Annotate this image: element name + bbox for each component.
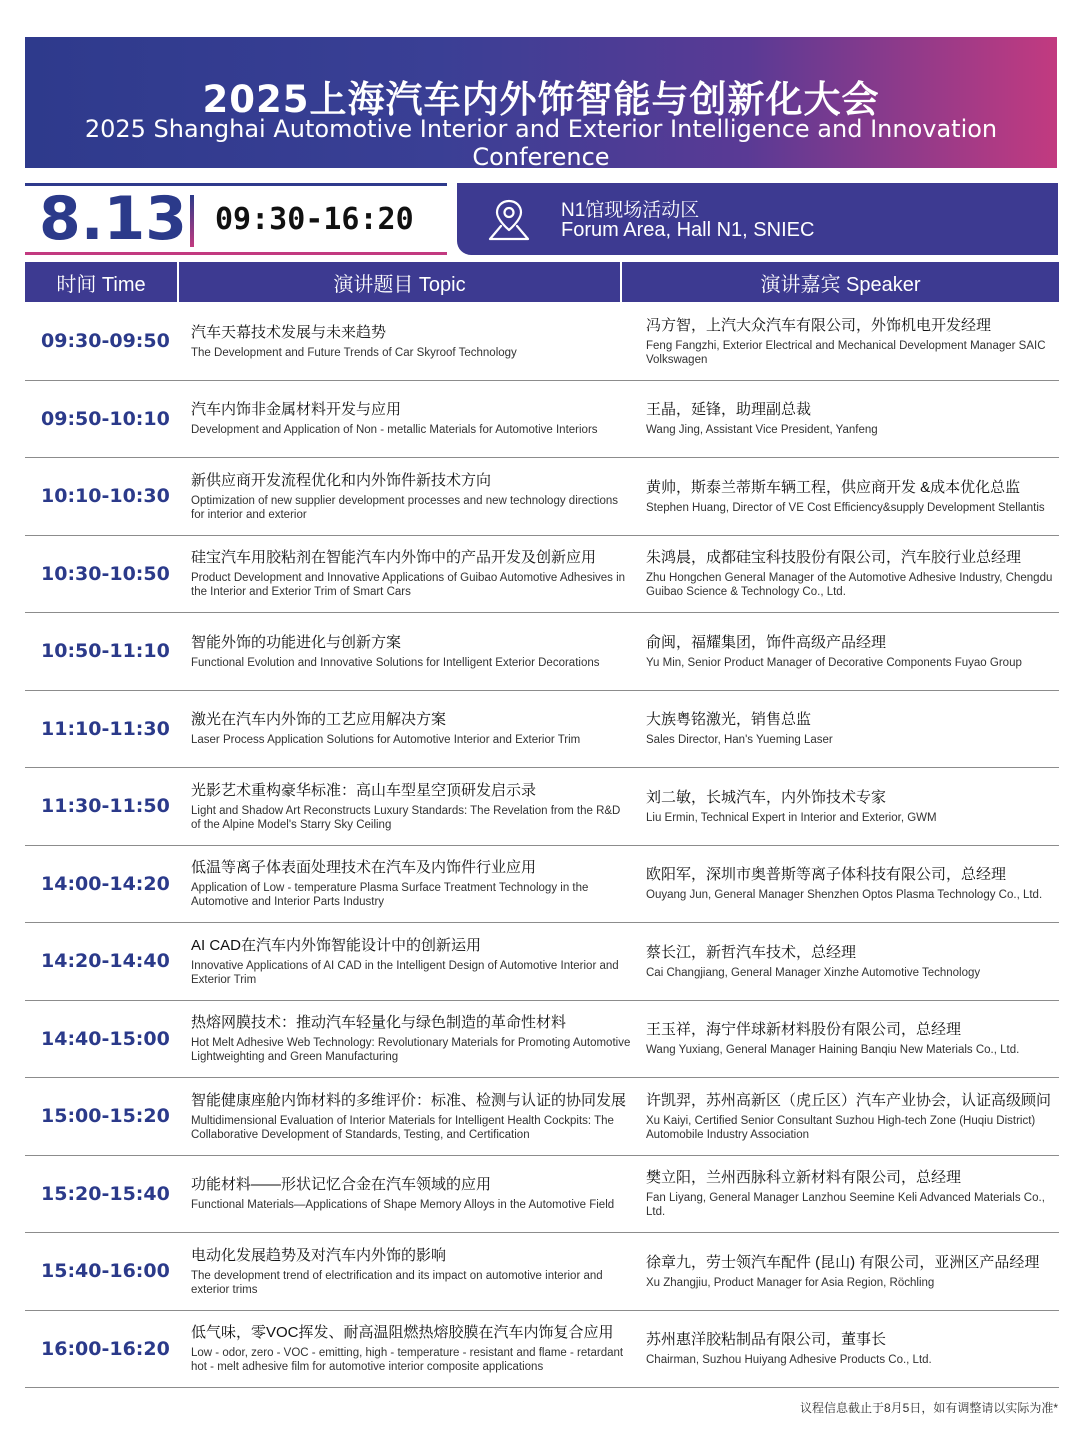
topic-en: Development and Application of Non - metallic Materials for Automotive Interiors [191,424,598,437]
session-time: 09:50-10:10 [41,407,170,430]
session-speaker [646,303,1058,380]
session-topic [191,303,631,380]
session-time: 15:00-15:20 [41,1105,170,1128]
session-speaker [646,1078,1058,1155]
speaker-cn: 樊立阳，兰州西脉科立新材料有限公司，总经理 [646,1169,962,1187]
topic-cn: 光影艺术重构豪华标准：高山车型星空顶研发启示录 [191,781,537,799]
venue-name-cn: N1馆现场活动区 [561,200,700,221]
speaker-cn: 俞闽，福耀集团，饰件高级产品经理 [646,633,887,651]
topic-cn: 新供应商开发流程优化和内外饰件新技术方向 [191,471,492,489]
session-time: 11:10-11:30 [41,717,170,740]
session-speaker [646,923,1058,1000]
speaker-en: Feng Fangzhi, Exterior Electrical and Mechanical Development Manager SAIC Volkswagen [646,339,1046,366]
speaker-en: Wang Jing, Assistant Vice President, Yanfeng [646,424,878,437]
session-speaker [646,613,1058,690]
conference-banner [25,37,1057,171]
topic-en: The Development and Future Trends of Car Skyroof Technology [191,346,517,359]
speaker-en: Liu Ermin, Technical Expert in Interior and Exterior, GWM [646,811,937,824]
topic-cn: 功能材料——形状记忆合金在汽车领域的应用 [191,1176,492,1194]
topic-cn: 智能健康座舱内饰材料的多维评价：标准、检测与认证的协同发展 [191,1091,627,1109]
session-time: 10:10-10:30 [41,485,170,508]
session-speaker [646,1156,1058,1233]
speaker-en: Zhu Hongchen General Manager of the Automotive Adhesive Industry, Chengdu Guibao Science & Technology Co., Ltd. [646,572,1053,599]
session-speaker [646,381,1058,458]
speaker-cn: 朱鸿晨，成都硅宝科技股份有限公司，汽车胶行业总经理 [646,549,1022,567]
topic-cn: 汽车天幕技术发展与未来趋势 [191,323,387,341]
session-topic [191,1078,631,1155]
speaker-cn: 蔡长江，新哲汽车技术，总经理 [646,943,857,961]
speaker-en: Xu Zhangjiu, Product Manager for Asia Region, Röchling [646,1276,935,1289]
speaker-en: Chairman, Suzhou Huiyang Adhesive Products Co., Ltd. [646,1354,932,1367]
session-time: 10:50-11:10 [41,640,170,663]
speaker-cn: 王玉祥，海宁伴球新材料股份有限公司，总经理 [646,1021,962,1039]
speaker-cn: 许凯羿，苏州高新区（虎丘区）汽车产业协会，认证高级顾问 [646,1091,1052,1109]
speaker-en: Sales Director, Han's Yueming Laser [646,734,833,747]
topic-cn: 电动化发展趋势及对汽车内外饰的影响 [191,1246,447,1264]
event-date: 8.13 [39,184,188,254]
session-time: 14:00-14:20 [41,872,170,895]
topic-en: Light and Shadow Art Reconstructs Luxury Standards: The Revelation from the R&D of the Alpine Model's Starry Sky Ceiling [191,804,621,831]
table-row [25,613,1059,691]
session-topic [191,536,631,613]
session-topic [191,846,631,923]
table-header [25,262,1059,302]
topic-cn: AI CAD在汽车内外饰智能设计中的创新运用 [191,936,482,954]
conference-title-cn: 2025上海汽车内外饰智能与创新化大会 [202,78,880,121]
session-speaker [646,768,1058,845]
session-topic [191,691,631,768]
session-time: 15:20-15:40 [41,1182,170,1205]
topic-cn: 低温等离子体表面处理技术在汽车及内饰件行业应用 [191,859,537,877]
topic-cn: 激光在汽车内外饰的工艺应用解决方案 [191,711,447,729]
topic-en: Laser Process Application Solutions for Automotive Interior and Exterior Trim [191,734,581,747]
topic-en: Functional Evolution and Innovative Solutions for Intelligent Exterior Decorations [191,656,600,669]
table-row [25,458,1059,536]
date-time-block [25,183,447,255]
session-time: 11:30-11:50 [41,795,170,818]
speaker-en: Yu Min, Senior Product Manager of Decorative Components Fuyao Group [646,656,1022,669]
table-row [25,1001,1059,1079]
session-speaker [646,458,1058,535]
topic-en: Functional Materials—Applications of Shape Memory Alloys in the Automotive Field [191,1199,615,1212]
venue-block [457,183,1058,255]
topic-en: Multidimensional Evaluation of Interior Materials for Intelligent Health Cockpits: The Collaborative Development of Standards, Testing, and Certification [191,1114,614,1141]
speaker-en: Fan Liyang, General Manager Lanzhou Seemine Keli Advanced Materials Co., Ltd. [646,1192,1045,1219]
session-speaker [646,536,1058,613]
speaker-en: Ouyang Jun, General Manager Shenzhen Optos Plasma Technology Co., Ltd. [646,889,1043,902]
session-speaker [646,691,1058,768]
speaker-cn: 苏州惠洋胶粘制品有限公司，董事长 [646,1331,887,1349]
speaker-cn: 欧阳军，深圳市奥普斯等离子体科技有限公司，总经理 [646,866,1007,884]
speaker-cn: 徐章九，劳士领汽车配件 (昆山) 有限公司，亚洲区产品经理 [646,1253,1040,1271]
session-time: 14:20-14:40 [41,950,170,973]
topic-en: Innovative Applications of AI CAD in the Intelligent Design of Automotive Interior and Exterior Trim [191,959,619,986]
speaker-cn: 大族粤铭激光，销售总监 [646,711,812,729]
session-time: 16:00-16:20 [41,1337,170,1360]
table-row [25,923,1059,1001]
speaker-en: Wang Yuxiang, General Manager Haining Banqiu New Materials Co., Ltd. [646,1044,1020,1057]
session-topic [191,1311,631,1388]
table-row [25,536,1059,614]
session-speaker [646,1001,1058,1078]
location-pin-icon [485,195,533,243]
speaker-cn: 黄帅，斯泰兰蒂斯车辆工程，供应商开发 &成本优化总监 [646,478,1021,496]
session-topic [191,923,631,1000]
conference-title-en: 2025 Shanghai Automotive Interior and Exterior Intelligence and Innovation Conference [84,115,998,171]
table-row [25,1311,1059,1389]
topic-en: Product Development and Innovative Applications of Guibao Automotive Adhesives in the Interior and Exterior Trim of Smart Cars [191,572,626,599]
topic-cn: 智能外饰的功能进化与创新方案 [191,633,402,651]
agenda-table [25,303,1059,1388]
header-time: 时间 Time [25,262,177,302]
speaker-cn: 刘二敏，长城汽车，内外饰技术专家 [646,788,887,806]
session-time: 09:30-09:50 [41,330,170,353]
table-row [25,1078,1059,1156]
session-time: 15:40-16:00 [41,1260,170,1283]
topic-en: Low - odor, zero - VOC - emitting, high - temperature - resistant and flame - retardant hot - melt adhesive film for automotive interior composite applications [191,1347,624,1374]
speaker-cn: 冯方智，上汽大众汽车有限公司，外饰机电开发经理 [646,316,992,334]
table-row [25,381,1059,459]
speaker-en: Xu Kaiyi, Certified Senior Consultant Suzhou High-tech Zone (Huqiu District) Automobile Industry Association [646,1114,1036,1141]
event-time-range: 09:30-16:20 [215,202,414,237]
session-topic [191,768,631,845]
table-row [25,1156,1059,1234]
session-topic [191,1001,631,1078]
footnote: 议程信息截止于8月5日，如有调整请以实际为准* [799,1401,1058,1415]
table-row [25,303,1059,381]
table-row [25,846,1059,924]
header-speaker: 演讲嘉宾 Speaker [622,262,1059,302]
speaker-en: Cai Changjiang, General Manager Xinzhe Automotive Technology [646,966,981,979]
session-topic [191,458,631,535]
session-topic [191,613,631,690]
topic-cn: 热熔网膜技术：推动汽车轻量化与绿色制造的革命性材料 [191,1014,567,1032]
session-topic [191,381,631,458]
session-topic [191,1156,631,1233]
topic-en: The development trend of electrification and its impact on automotive interior and exterior trims [191,1269,603,1296]
speaker-en: Stephen Huang, Director of VE Cost Efficiency&supply Development Stellantis [646,501,1045,514]
session-speaker [646,1233,1058,1310]
speaker-cn: 王晶，延锋，助理副总裁 [646,401,812,419]
topic-cn: 硅宝汽车用胶粘剂在智能汽车内外饰中的产品开发及创新应用 [191,549,597,567]
session-topic [191,1233,631,1310]
topic-en: Optimization of new supplier development processes and new technology directions for interior and exterior [191,494,619,521]
table-row [25,768,1059,846]
divider [190,195,194,247]
session-time: 10:30-10:50 [41,562,170,585]
table-row [25,691,1059,769]
venue-name-en: Forum Area, Hall N1, SNIEC [561,219,815,241]
topic-en: Application of Low - temperature Plasma Surface Treatment Technology in the Automotive and Interior Parts Industry [191,882,589,909]
session-speaker [646,1311,1058,1388]
topic-en: Hot Melt Adhesive Web Technology: Revolutionary Materials for Promoting Automotive Lightweighting and Green Manufacturing [191,1037,631,1064]
session-time: 14:40-15:00 [41,1027,170,1050]
table-row [25,1233,1059,1311]
topic-cn: 低气味，零VOC挥发、耐高温阻燃热熔胶膜在汽车内饰复合应用 [191,1324,614,1342]
topic-cn: 汽车内饰非金属材料开发与应用 [191,401,402,419]
header-topic: 演讲题目 Topic [179,262,620,302]
session-speaker [646,846,1058,923]
